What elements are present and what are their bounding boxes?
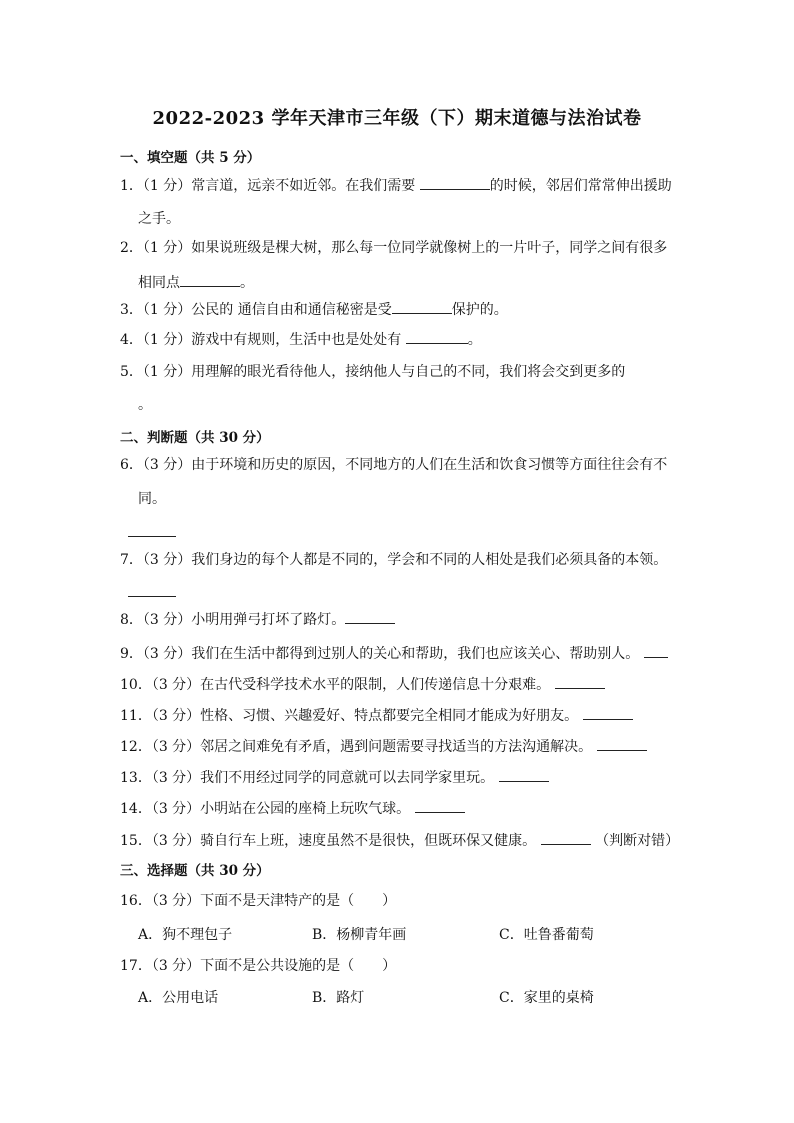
question-text: 2．（1 分）如果说班级是棵大树，那么每一位同学就像树上的一片叶子，同学之间有很多 <box>120 240 668 256</box>
question-3 <box>120 295 680 325</box>
answer-blank[interactable] <box>499 765 549 782</box>
answer-blank[interactable] <box>392 297 452 314</box>
question-1 <box>120 171 680 201</box>
question-text: 10．（3 分）在古代受科学技术水平的限制，人们传递信息十分艰难。 <box>120 677 555 693</box>
question-text: 9．（3 分）我们在生活中都得到过别人的关心和帮助，我们也应该关心、帮助别人。 <box>120 646 644 662</box>
question-text: 12．（3 分）邻居之间难免有矛盾，遇到问题需要寻找适当的方法沟通解决。 <box>120 739 597 755</box>
option-b[interactable]: B．路灯 <box>312 990 365 1006</box>
question-5-continuation: 。 <box>138 397 152 413</box>
question-15 <box>120 826 680 856</box>
question-14 <box>120 794 680 824</box>
answer-blank[interactable] <box>406 327 468 344</box>
question-13 <box>120 763 680 793</box>
answer-blank[interactable] <box>180 270 240 287</box>
question-8 <box>120 605 680 635</box>
question-text: 3．（1 分）公民的 通信自由和通信秘密是受 <box>120 302 392 318</box>
question-text: 1．（1 分）常言道，远亲不如近邻。在我们需要 <box>120 178 420 194</box>
question-text: 的时候，邻居们常常伸出援助 <box>489 178 672 194</box>
option-c[interactable]: C．家里的桌椅 <box>499 990 594 1006</box>
question-text: 15．（3 分）骑自行车上班，速度虽然不是很快，但既环保又健康。 <box>120 833 541 849</box>
question-text: 17．（3 分）下面不是公共设施的是（ ） <box>120 958 397 974</box>
option-b[interactable]: B．杨柳青年画 <box>312 927 407 943</box>
question-hint: （判断对错） <box>590 833 680 849</box>
answer-blank[interactable] <box>420 173 490 190</box>
page-title: 2022-2023 学年天津市三年级（下）期末道德与法治试卷 <box>152 108 642 129</box>
question-6 <box>120 450 680 480</box>
question-text: 13．（3 分）我们不用经过同学的同意就可以去同学家里玩。 <box>120 770 499 786</box>
question-text: 11．（3 分）性格、习惯、兴趣爱好、特点都要完全相同才能成为好朋友。 <box>120 708 583 724</box>
option-a[interactable]: A．狗不理包子 <box>138 927 233 943</box>
question-9 <box>120 639 680 669</box>
question-1-continuation: 之手。 <box>138 211 180 227</box>
question-2-continuation <box>138 270 254 292</box>
answer-blank[interactable] <box>597 734 647 751</box>
question-11 <box>120 701 680 731</box>
question-7 <box>120 545 680 575</box>
question-text: 16．（3 分）下面不是天津特产的是（ ） <box>120 893 397 909</box>
answer-blank[interactable] <box>128 520 176 537</box>
answer-blank[interactable] <box>345 607 395 624</box>
question-16 <box>120 886 680 916</box>
option-a[interactable]: A．公用电话 <box>138 990 219 1006</box>
answer-blank[interactable] <box>644 641 668 658</box>
question-text: 4．（1 分）游戏中有规则，生活中也是处处有 <box>120 332 406 348</box>
question-text: 14．（3 分）小明站在公园的座椅上玩吹气球。 <box>120 801 415 817</box>
answer-blank[interactable] <box>541 828 591 845</box>
question-text: 相同点 <box>138 275 180 291</box>
question-text: 5．（1 分）用理解的眼光看待他人，接纳他人与自己的不同，我们将会交到更多的 <box>120 364 626 380</box>
question-text: 。 <box>467 332 482 348</box>
answer-blank[interactable] <box>415 796 465 813</box>
section-true-false: 二、判断题（共 30 分） <box>120 430 270 446</box>
question-5 <box>120 357 680 387</box>
question-text: 6．（3 分）由于环境和历史的原因，不同地方的人们在生活和饮食习惯等方面往往会有不 <box>120 457 668 473</box>
answer-blank[interactable] <box>583 703 633 720</box>
question-17 <box>120 951 680 981</box>
question-4 <box>120 325 680 355</box>
question-10 <box>120 670 680 700</box>
answer-blank[interactable] <box>555 672 605 689</box>
question-text: 。 <box>240 275 254 291</box>
answer-blank[interactable] <box>128 580 176 597</box>
question-text: 8．（3 分）小明用弹弓打坏了路灯。 <box>120 612 346 628</box>
question-text: 保护的。 <box>451 302 508 318</box>
question-2 <box>120 233 680 263</box>
question-text: 7．（3 分）我们身边的每个人都是不同的，学会和不同的人相处是我们必须具备的本领。 <box>120 552 668 568</box>
option-c[interactable]: C．吐鲁番葡萄 <box>499 927 594 943</box>
section-fill-blank: 一、填空题（共 5 分） <box>120 150 261 166</box>
question-6-continuation: 同。 <box>138 491 166 507</box>
section-multiple-choice: 三、选择题（共 30 分） <box>120 863 270 879</box>
question-12 <box>120 732 680 762</box>
